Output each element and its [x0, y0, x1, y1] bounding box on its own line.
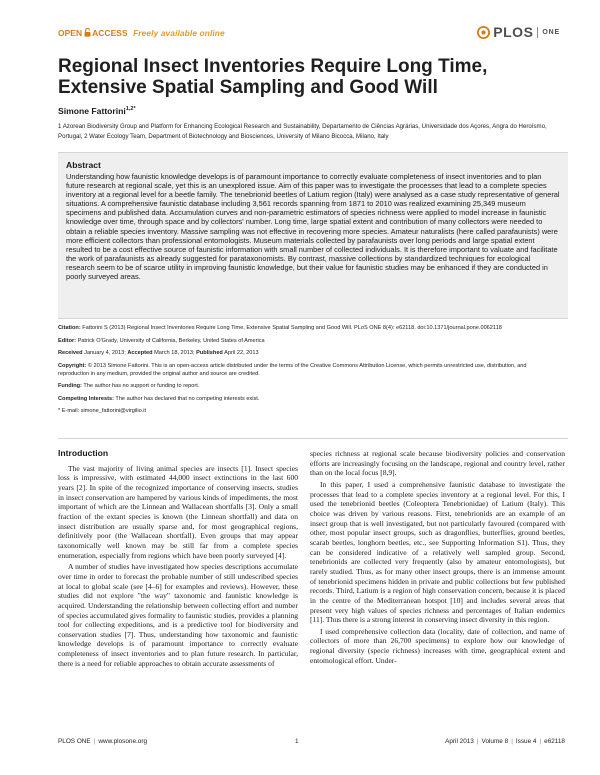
intro-paragraph-4: I used comprehensive collection data (locality, date of collection, and name of collectors of more than 26,700 specimens) to explore how our knowledge of regional diversity (specie richness) increases with time, geographical extent and entomological effort. Under-: [310, 626, 565, 665]
page-footer: [58, 738, 565, 750]
abstract-box: [58, 152, 568, 319]
intro-paragraph-3: In this paper, I used a comprehensive faunistic database to investigate the processes that lead to a complete species inventory at a regional level. For this, I used the tenebrionid beetles (Coleoptera Tenebrionidae) of Latium (Italy). This choice was driven by various reasons. First, tenebrionids are an example of an insect group that is well investigated, but not particularly favoured (compared with other, most popular insect groups, such as dragonflies, butterflies, ground beetles, scarab beetles, longhorn beetles, etc., see Supporting Information S1). Thus, they can be considered indicative of a relatively well sampled group. Second, tenebrionids are collected very frequently (also by amateur entomologists), but rarely studied. Thus, as for many other insect groups, there is an immense amount of tenebrionid specimens hidden in private and public collections but few published records. Third, Latium is a region of high conservation concern, because it is placed in the centre of the Mediterranean hotspot [10] and includes several areas that present very high values of species richness and percentages of Italian endemics [11]. Thus there is a strong interest in conserving insect diversity in this region.: [310, 479, 565, 625]
copyright-text: © 2013 Simone Fattorini. This is an open-access article distributed under the terms of the Creative Commons Attribution License, which permits unrestricted use, distribution, and reproduction in any medium, provided the original author and source are credited.: [58, 362, 527, 377]
citation-text: Fattorini S (2013) Regional Insect Inventories Require Long Time, Extensive Spatial Sampling and Good Will. PLoS ONE 8(4): e62118. doi:10.1371/journal.pone.0062118: [82, 325, 502, 331]
page-header: [58, 24, 560, 44]
citation-line: [58, 324, 558, 332]
published-label: Published: [196, 350, 223, 356]
competing-line: [58, 395, 558, 403]
copyright-line: [58, 362, 558, 378]
plos-one-logo: [477, 24, 560, 40]
plos-wordmark: PLOS: [493, 24, 534, 40]
one-wordmark: ONE: [542, 28, 560, 36]
funding-text: The author has no support or funding to report.: [83, 383, 200, 389]
footer-date: April 2013: [445, 738, 474, 745]
body-column-right: [310, 449, 565, 665]
funding-label: Funding:: [58, 383, 82, 389]
author-name: Simone Fattorini: [58, 106, 126, 116]
published-date: April 22, 2013: [224, 350, 259, 356]
abstract-heading: Abstract: [66, 160, 101, 170]
dates-line: [58, 349, 558, 357]
received-label: Received: [58, 350, 83, 356]
article-title: Regional Insect Inventories Require Long Time, Extensive Spatial Sampling and Good Will: [58, 56, 488, 98]
citation-label: Citation:: [58, 325, 81, 331]
metadata-divider: [58, 438, 568, 439]
email-line: * E-mail: simone_fattorini@virgilio.it: [58, 408, 147, 414]
introduction-heading: Introduction: [58, 448, 109, 458]
copyright-label: Copyright:: [58, 362, 87, 369]
body-column-left: [58, 449, 298, 668]
footer-article-id: e62118: [544, 738, 565, 745]
open-access-banner: [58, 28, 225, 39]
editor-text: Patrick O'Grady, University of California, Berkeley, United States of America: [77, 337, 265, 344]
open-access-lock-icon: [84, 28, 91, 39]
article-metadata: [58, 324, 558, 420]
footer-issue: Issue 4: [515, 738, 537, 745]
competing-text: The author has declared that no competing interests exist.: [115, 395, 260, 402]
author-affil-markers: 1,2: [125, 106, 134, 113]
affiliations: 1 Azorean Biodiversity Group and Platform for Enhancing Ecological Research and Sustainability, Departamento de Ciências Agrárias, Universidade dos Açores, Angra do Heroísmo, Portugal, 2 Water Ecology Team, Department of Biotechnology and Biosciences, University of Milano Bicocca, Milano, Italy: [58, 123, 547, 140]
accepted-date: March 18, 2013;: [154, 350, 195, 356]
corresponding-marker: *: [133, 106, 136, 113]
funding-line: [58, 382, 558, 390]
editor-line: [58, 337, 558, 345]
editor-label: Editor:: [58, 337, 77, 344]
abstract-text: Understanding how faunistic knowledge develops is of paramount importance to correctly evaluate completeness of insect inventories and to plan future research at regional scale, yet this is an unexplored issue. Aim of this paper was to investigate the processes that lead to a complete species inventory at a regional level for a beetle family. The tenebrionid beetles of Latium region (Italy) were analysed as a case study representative of general situations. A comprehensive faunistic database including 3,561 records spanning from 1871 to 2010 was realized examining 25,349 museum specimens and published data. Accumulation curves and non-parametric estimators of species richness were applied to model increase in faunistic knowledge over time, through space and by collectors' number. Long time, large spatial extent and contribution of many collectors were needed to obtain a reliable species inventory. Massive sampling was not effective in recovering more species. Amateur naturalists (here called parafaunists) were more efficient collectors than professional entomologists. Museum materials collected by parafaunists over long periods and large spatial extent resulted to be a cost effective source of faunistic information with small number of collected individuals. It is therefore important to valuate and facilitate the work of parafaunists as already suggested for parataxonomists. By contrast, massive collections by standardized techniques for ecological research seem to be of scarce utility in improving faunistic knowledge, but their value for faunistic studies may be enhanced if they are conducted in poorly surveyed areas.: [66, 172, 560, 282]
plos-logo-icon: [477, 26, 490, 39]
footer-issue-info: April 2013 | Volume 8 | Issue 4 | e62118: [445, 738, 565, 745]
competing-label: Competing Interests:: [58, 395, 114, 402]
open-label: OPEN: [58, 28, 83, 38]
received-date: January 4, 2013;: [84, 350, 126, 356]
footer-journal-name: PLOS ONE: [58, 738, 91, 745]
logo-divider: [537, 27, 538, 38]
footer-journal: PLOS ONE | www.plosone.org: [58, 738, 148, 745]
accepted-label: Accepted: [127, 350, 153, 356]
intro-paragraph-2-continued: species richness at regional scale because biodiversity policies and conservation efforts are increasingly focusing on the landscape, regional and country level, rather than on the local focus [8,9].: [310, 449, 565, 478]
intro-paragraph-2: A number of studies have investigated how species descriptions accumulate over time in order to forecast the probable number of still undescribed species at local to global scale (see [4–6] for examples and reviews). However, these studies did not explore "the way" taxonomic and faunistic knowledge is acquired. Understanding the relationship between collecting effort and number of species accumulated gives formality to faunistic studies, provides a planning tool for collecting expeditions, and is a predictive tool for biodiversity and conservation studies [7]. Thus, understanding how taxonomic and faunistic knowledge develops is of paramount importance to correctly evaluate completeness of insect inventories and to plan future research. In particular, there is a need for reliable approaches to obtain accurate assessments of: [58, 562, 298, 668]
footer-page-number: 1: [295, 738, 299, 745]
footer-volume: Volume 8: [481, 738, 509, 745]
intro-paragraph-1: The vast majority of living animal species are insects [1]. Insect species loss is impressive, with estimated 44,000 insect extinctions in the last 600 years [2]. In spite of the recognized importance of conserving insects, studies in insect conservation are hampered by various kinds of impediments, the most important of which are the Linnean and Wallacean shortfalls [3]. Only a small fraction of the extant species is known (the Linnean shortfall) and data on insect distribution are usually sparse and, for most geographical regions, definitively poor (the Wallacean shortfall). Even groups that may appear taxonomically well known may be still far from a complete species enumeration, especially from regions which have been poorly surveyed [4].: [58, 463, 298, 560]
freely-available-label: Freely available online: [133, 28, 225, 38]
footer-url: www.plosone.org: [98, 738, 148, 745]
access-label: ACCESS: [92, 28, 128, 38]
author-line: [58, 106, 136, 116]
